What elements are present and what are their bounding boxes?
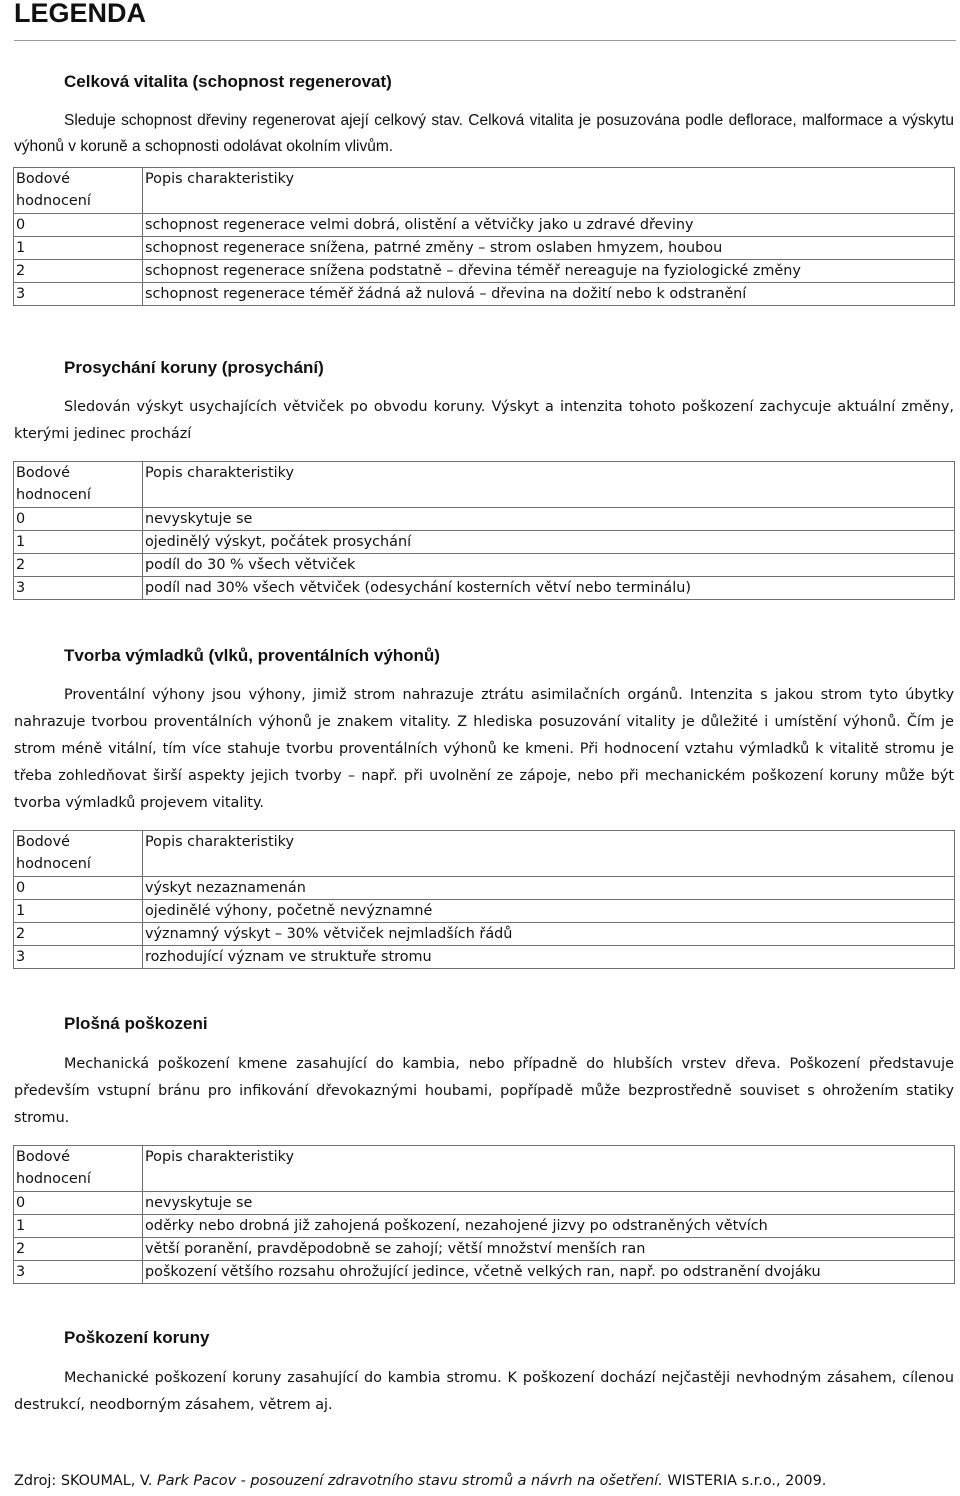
section-text: Proventální výhony jsou výhony, jimiž strom nahrazuje ztrátu asimilačních orgánů. Intenzita s jakou strom tyto úbytky nahrazuje tvorbou proventálních výhonů je znakem vitality. Z hlediska posuzování vitality je důležité i umístění výhonů. Čím je strom méně vitální, tím více stahuje tvorbu proventálních výhonů ke kmeni. Při hodnocení vztahu výmladků k vitalitě stromu je třeba zohledňovat širší aspekty jejich tvorby – např. při uvolnění ze zápoje, nebo při mechanickém poškození koruny může být tvorba výmladků projevem vitality.: [14, 687, 954, 811]
legend-table: [13, 461, 955, 600]
table-row: [14, 260, 955, 283]
row-score: 3: [14, 946, 143, 969]
table-header-row: [14, 462, 955, 508]
citation-title: Park Pacov - posouzení zdravotního stavu stromů a návrh na ošetření.: [157, 1473, 663, 1489]
table-row: [14, 577, 955, 600]
row-score: 0: [14, 1192, 143, 1215]
row-description: větší poranění, pravděpodobně se zahojí; větší množství menších ran: [143, 1238, 955, 1261]
section-text: Sleduje schopnost dřeviny regenerovat ajejí celkový stav. Celková vitalita je posuzována podle deflorace, malformace a výskytu výhonů v koruně a schopnosti odolávat okolním vlivům.: [14, 112, 954, 155]
table-header-row: [14, 1146, 955, 1192]
row-description: výskyt nezaznamenán: [143, 877, 955, 900]
section-heading: Celková vitalita (schopnost regenerovat): [64, 72, 392, 91]
section-text: Sledován výskyt usychajících větviček po obvodu koruny. Výskyt a intenzita tohoto poškození zachycuje aktuální změny, kterými jedinec prochází: [14, 399, 954, 442]
section-surface-damage: [14, 1013, 954, 1284]
section-text: Mechanická poškození kmene zasahující do kambia, nebo případně do hlubších vrstev dřeva. Poškození představuje především vstupní bránu pro infikování dřevokaznými houbami, popřípadě může bezprostředně souviset s ohrožením statiky stromu.: [14, 1056, 954, 1126]
section-text: Mechanické poškození koruny zasahující do kambia stromu. K poškození dochází nejčastěji nevhodným zásahem, cílenou destrukcí, neodborným zásahem, větrem aj.: [14, 1370, 954, 1413]
row-score: 1: [14, 531, 143, 554]
row-score: 0: [14, 508, 143, 531]
row-description: nevyskytuje se: [143, 508, 955, 531]
header-description: Popis charakteristiky: [143, 831, 955, 877]
row-score: 2: [14, 923, 143, 946]
table-row: [14, 1238, 955, 1261]
table-row: [14, 531, 955, 554]
table-row: [14, 554, 955, 577]
table-row: [14, 1215, 955, 1238]
row-description: ojedinělé výhony, početně nevýznamné: [143, 900, 955, 923]
header-score: Bodové hodnocení: [14, 462, 143, 508]
section-drying: [14, 357, 954, 600]
table-header-row: [14, 831, 955, 877]
header-description: Popis charakteristiky: [143, 1146, 955, 1192]
citation-prefix: Zdroj: SKOUMAL, V.: [14, 1473, 158, 1489]
table-row: [14, 1261, 955, 1284]
row-score: 2: [14, 260, 143, 283]
row-description: schopnost regenerace téměř žádná až nulová – dřevina na dožití nebo k odstranění: [143, 283, 955, 306]
section-heading: Tvorba výmladků (vlků, proventálních výhonů): [64, 646, 440, 665]
section-sprouts: [14, 645, 954, 969]
row-description: podíl do 30 % všech větviček: [143, 554, 955, 577]
legend-table: [13, 1145, 955, 1284]
row-description: rozhodující význam ve struktuře stromu: [143, 946, 955, 969]
table-row: [14, 283, 955, 306]
row-score: 3: [14, 577, 143, 600]
row-description: ojedinělý výskyt, počátek prosychání: [143, 531, 955, 554]
header-score: Bodové hodnocení: [14, 1146, 143, 1192]
row-description: poškození většího rozsahu ohrožující jedince, včetně velkých ran, např. po odstranění dvojáku: [143, 1261, 955, 1284]
row-description: podíl nad 30% všech větviček (odesychání kosterních větví nebo terminálu): [143, 577, 955, 600]
table-row: [14, 923, 955, 946]
row-description: oděrky nebo drobná již zahojená poškození, nezahojené jizvy po odstraněných větvích: [143, 1215, 955, 1238]
row-score: 0: [14, 214, 143, 237]
legend-table: [13, 167, 955, 306]
row-score: 1: [14, 237, 143, 260]
table-header-row: [14, 168, 955, 214]
section-heading: Poškození koruny: [64, 1328, 210, 1347]
legend-table: [13, 830, 955, 969]
row-description: schopnost regenerace snížena, patrné změny – strom oslaben hmyzem, houbou: [143, 237, 955, 260]
section-vitality: [14, 71, 954, 306]
source-citation: [14, 1473, 826, 1489]
table-row: [14, 900, 955, 923]
citation-suffix: WISTERIA s.r.o., 2009.: [662, 1473, 827, 1489]
page-title: LEGENDA: [14, 0, 147, 28]
row-description: nevyskytuje se: [143, 1192, 955, 1215]
header-score: Bodové hodnocení: [14, 168, 143, 214]
row-description: schopnost regenerace velmi dobrá, olistění a větvičky jako u zdravé dřeviny: [143, 214, 955, 237]
row-score: 1: [14, 900, 143, 923]
row-score: 3: [14, 1261, 143, 1284]
table-row: [14, 508, 955, 531]
row-score: 1: [14, 1215, 143, 1238]
table-row: [14, 214, 955, 237]
row-score: 2: [14, 1238, 143, 1261]
header-description: Popis charakteristiky: [143, 462, 955, 508]
row-score: 2: [14, 554, 143, 577]
row-score: 3: [14, 283, 143, 306]
table-row: [14, 946, 955, 969]
row-description: významný výskyt – 30% větviček nejmladších řádů: [143, 923, 955, 946]
title-divider: [14, 40, 956, 41]
header-score: Bodové hodnocení: [14, 831, 143, 877]
section-crown-damage: [14, 1327, 954, 1419]
section-heading: Plošná poškozeni: [64, 1014, 208, 1033]
table-row: [14, 877, 955, 900]
header-description: Popis charakteristiky: [143, 168, 955, 214]
section-heading: Prosychání koruny (prosychání): [64, 358, 324, 377]
row-score: 0: [14, 877, 143, 900]
table-row: [14, 237, 955, 260]
table-row: [14, 1192, 955, 1215]
row-description: schopnost regenerace snížena podstatně – dřevina téměř nereaguje na fyziologické změny: [143, 260, 955, 283]
